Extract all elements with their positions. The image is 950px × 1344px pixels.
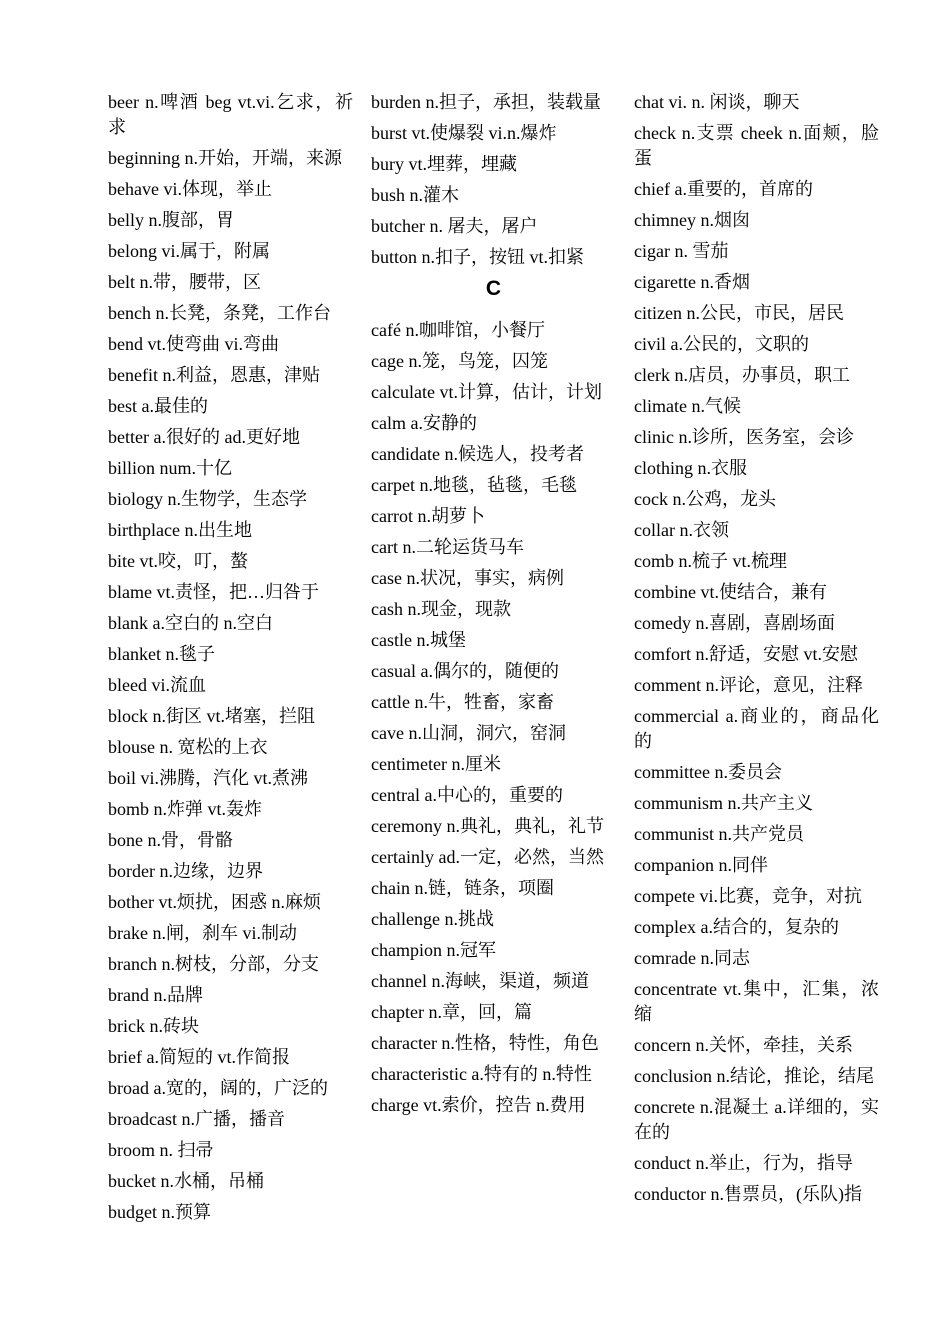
vocab-entry: block n.街区 vt.堵塞，拦阻 (108, 706, 315, 726)
vocab-entry: broom n. 扫帚 (108, 1140, 214, 1160)
vocab-entry: best a.最佳的 (108, 396, 208, 416)
vocab-entry: bucket n.水桶，吊桶 (108, 1171, 264, 1191)
vocab-entry: cigarette n.香烟 (634, 272, 750, 292)
vocab-entry: brick n.砖块 (108, 1016, 199, 1036)
vocab-entry: boil vi.沸腾，汽化 vt.煮沸 (108, 768, 309, 788)
vocab-entry: blanket n.毯子 (108, 644, 215, 664)
vocab-entry: concrete n.混凝土 a.详细的，实在的 (634, 1097, 879, 1142)
vocab-entry: champion n.冠军 (371, 940, 496, 960)
vocab-entry: beer n.啤酒 beg vt.vi.乞求，祈求 (108, 92, 353, 137)
vocab-entry: comment n.评论，意见，注释 (634, 675, 863, 695)
vocab-entry: candidate n.候选人，投考者 (371, 444, 584, 464)
section-heading: C (485, 277, 502, 300)
vocab-entry: calculate vt.计算，估计，计划 (371, 382, 602, 402)
vocab-entry: bush n.灌木 (371, 185, 460, 205)
vocab-entry: cave n.山洞，洞穴，窑洞 (371, 723, 566, 743)
vocab-entry: chimney n.烟囱 (634, 210, 750, 230)
vocab-entry: blouse n. 宽松的上衣 (108, 737, 268, 757)
vocab-entry: clothing n.衣服 (634, 458, 747, 478)
vocab-entry: benefit n.利益，恩惠，津贴 (108, 365, 320, 385)
vocab-entry: bother vt.烦扰，困惑 n.麻烦 (108, 892, 321, 912)
vocab-entry: button n.扣子，按钮 vt.扣紧 (371, 247, 585, 267)
vocab-entry: cigar n. 雪茄 (634, 241, 729, 261)
vocab-entry: chain n.链，链条，项圈 (371, 878, 554, 898)
vocab-entry: bleed vi.流血 (108, 675, 206, 695)
vocab-entry: character n.性格，特性，角色 (371, 1033, 599, 1053)
vocab-entry: brand n.品牌 (108, 985, 203, 1005)
vocab-entry: carrot n.胡萝卜 (371, 506, 485, 526)
column-3 (634, 90, 879, 1213)
vocab-entry: burst vt.使爆裂 vi.n.爆炸 (371, 123, 557, 143)
column-1 (108, 90, 353, 1231)
vocab-entry: café n.咖啡馆，小餐厅 (371, 320, 545, 340)
vocab-entry: clerk n.店员，办事员，职工 (634, 365, 850, 385)
vocab-entry: birthplace n.出生地 (108, 520, 252, 540)
vocab-entry: complex a.结合的，复杂的 (634, 917, 839, 937)
column-2 (371, 90, 616, 1124)
vocab-entry: channel n.海峡，渠道，频道 (371, 971, 589, 991)
vocab-entry: brief a.简短的 vt.作简报 (108, 1047, 290, 1067)
vocab-entry: concentrate vt.集中，汇集，浓缩 (634, 979, 879, 1024)
vocab-entry: cattle n.牛，牲畜，家畜 (371, 692, 554, 712)
vocab-entry: comedy n.喜剧，喜剧场面 (634, 613, 835, 633)
vocab-entry: charge vt.索价，控告 n.费用 (371, 1095, 586, 1115)
vocab-entry: conductor n.售票员，(乐队)指 (634, 1184, 862, 1204)
vocab-entry: companion n.同伴 (634, 855, 768, 875)
vocab-entry: certainly ad.一定，必然，当然 (371, 847, 604, 867)
vocab-entry: committee n.委员会 (634, 762, 782, 782)
vocab-entry: blame vt.责怪，把…归咎于 (108, 582, 319, 602)
vocab-entry: chat vi. n. 闲谈，聊天 (634, 92, 800, 112)
vocab-entry: budget n.预算 (108, 1202, 211, 1222)
vocab-entry: belly n.腹部，胃 (108, 210, 234, 230)
vocab-entry: compete vi.比赛，竞争，对抗 (634, 886, 862, 906)
vocab-entry: castle n.城堡 (371, 630, 466, 650)
vocab-entry: climate n.气候 (634, 396, 741, 416)
vocab-entry: comfort n.舒适，安慰 vt.安慰 (634, 644, 858, 664)
vocab-entry: broad a.宽的，阔的，广泛的 (108, 1078, 328, 1098)
vocab-entry: central a.中心的，重要的 (371, 785, 563, 805)
vocab-entry: chapter n.章，回，篇 (371, 1002, 532, 1022)
vocab-entry: concern n.关怀，牵挂，关系 (634, 1035, 853, 1055)
vocab-entry: bomb n.炸弹 vt.轰炸 (108, 799, 263, 819)
vocab-entry: comrade n.同志 (634, 948, 750, 968)
vocab-entry: billion num.十亿 (108, 458, 233, 478)
vocab-entry: combine vt.使结合，兼有 (634, 582, 827, 602)
vocab-entry: commercial a.商业的，商品化的 (634, 706, 879, 751)
vocab-entry: casual a.偶尔的，随便的 (371, 661, 559, 681)
vocab-entry: carpet n.地毯，毡毯，毛毯 (371, 475, 577, 495)
vocab-entry: communism n.共产主义 (634, 793, 813, 813)
vocab-entry: collar n.衣领 (634, 520, 729, 540)
vocab-entry: beginning n.开始，开端，来源 (108, 148, 342, 168)
vocab-entry: cock n.公鸡，龙头 (634, 489, 776, 509)
vocab-entry: border n.边缘，边界 (108, 861, 263, 881)
vocab-entry: broadcast n.广播，播音 (108, 1109, 285, 1129)
vocab-entry: butcher n. 屠夫，屠户 (371, 216, 538, 236)
vocab-entry: characteristic a.特有的 n.特性 (371, 1064, 592, 1084)
vocab-entry: conclusion n.结论，推论，结尾 (634, 1066, 874, 1086)
vocab-entry: bone n.骨，骨骼 (108, 830, 233, 850)
vocab-entry: bend vt.使弯曲 vi.弯曲 (108, 334, 279, 354)
vocab-entry: better a.很好的 ad.更好地 (108, 427, 300, 447)
vocab-entry: branch n.树枝，分部，分支 (108, 954, 319, 974)
vocab-entry: citizen n.公民，市民，居民 (634, 303, 844, 323)
vocab-entry: calm a.安静的 (371, 413, 477, 433)
vocab-entry: ceremony n.典礼，典礼，礼节 (371, 816, 604, 836)
vocab-entry: biology n.生物学，生态学 (108, 489, 308, 509)
vocab-entry: brake n.闸，刹车 vi.制动 (108, 923, 297, 943)
vocab-entry: bite vt.咬，叮，螯 (108, 551, 248, 571)
vocab-entry: burden n.担子，承担，装载量 (371, 92, 601, 112)
vocab-entry: belt n.带，腰带，区 (108, 272, 261, 292)
vocab-entry: cash n.现金，现款 (371, 599, 511, 619)
vocab-entry: challenge n.挑战 (371, 909, 494, 929)
vocab-entry: comb n.梳子 vt.梳理 (634, 551, 787, 571)
vocab-entry: belong vi.属于，附属 (108, 241, 270, 261)
vocab-entry: blank a.空白的 n.空白 (108, 613, 273, 633)
vocab-entry: check n.支票 cheek n.面颊，脸蛋 (634, 123, 879, 168)
vocab-entry: cart n.二轮运货马车 (371, 537, 524, 557)
vocab-entry: communist n.共产党员 (634, 824, 804, 844)
vocab-entry: bury vt.埋葬，埋藏 (371, 154, 517, 174)
vocab-entry: cage n.笼，鸟笼，囚笼 (371, 351, 548, 371)
vocab-entry: civil a.公民的，文职的 (634, 334, 809, 354)
vocab-entry: chief a.重要的，首席的 (634, 179, 813, 199)
vocab-entry: clinic n.诊所，医务室，会诊 (634, 427, 854, 447)
vocab-entry: centimeter n.厘米 (371, 754, 501, 774)
vocab-entry: conduct n.举止，行为，指导 (634, 1153, 853, 1173)
vocab-entry: case n.状况，事实，病例 (371, 568, 564, 588)
vocab-entry: behave vi.体现，举止 (108, 179, 272, 199)
vocab-entry: bench n.长凳，条凳，工作台 (108, 303, 331, 323)
